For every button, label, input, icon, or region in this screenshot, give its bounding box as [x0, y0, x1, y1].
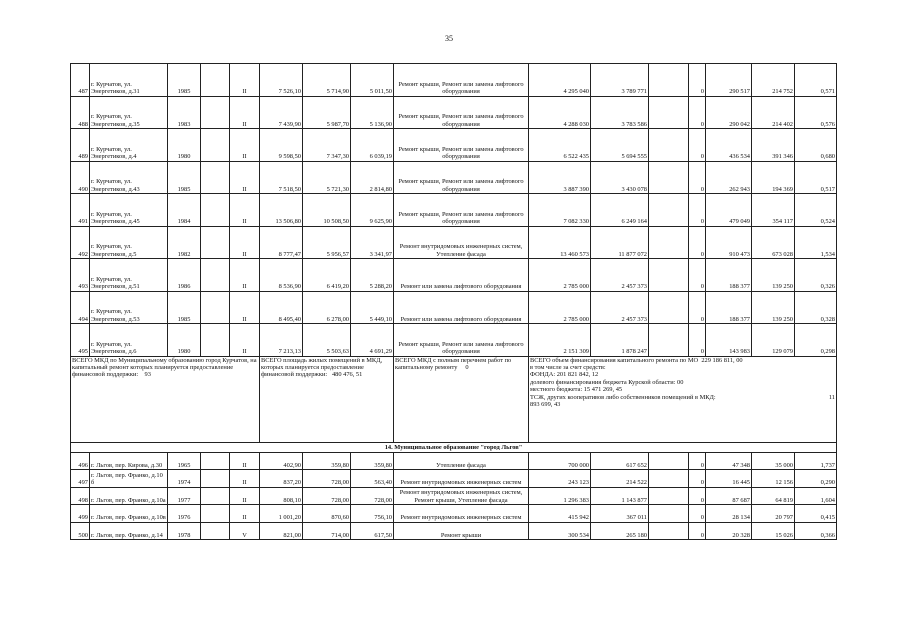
cell-federal-amount: 0	[689, 96, 706, 129]
cell-year-built: 1965	[168, 452, 201, 470]
cell-ratio: 0,328	[795, 291, 837, 324]
cell-address: г. Курчатов, ул. Энергетиков, д.45	[90, 194, 168, 227]
cell-year-built: 1980	[168, 129, 201, 162]
cell-federal-amount: 0	[689, 522, 706, 540]
totals-financing	[529, 356, 837, 442]
cell-federal-amount: 0	[689, 129, 706, 162]
cell-works-list: Ремонт или замена лифтового оборудования	[394, 259, 529, 292]
totals-fin-line: местного бюджета: 15 471 269, 45	[530, 386, 623, 394]
cell-empty-cell	[201, 129, 230, 162]
cell-address: г. Льгов, пер. Франко, д.10в	[90, 505, 168, 523]
totals-fin-line: ФОНДА: 201 821 842, 12	[530, 371, 599, 379]
totals-fin-tsg-value: 893 699, 43	[530, 400, 561, 408]
cell-ratio: 0,576	[795, 96, 837, 129]
cell-works-list: Ремонт крыши	[394, 522, 529, 540]
section-title: 14. Муниципальное образование "город Льгов"	[71, 442, 837, 452]
cell-area-living: 6 419,20	[303, 259, 351, 292]
cell-area-financed: 563,40	[351, 470, 394, 488]
cell-works-list: Ремонт крыши, Ремонт или замена лифтового оборудования	[394, 161, 529, 194]
cell-area-financed: 5 288,20	[351, 259, 394, 292]
cell-federal-amount: 0	[689, 470, 706, 488]
cell-area-total: 8 536,90	[260, 259, 303, 292]
totals-fin-tsg: ТСЖ, других кооперативов либо собственников помещений в МКД:	[530, 393, 716, 401]
cell-area-total: 13 506,80	[260, 194, 303, 227]
cell-area-total: 7 526,10	[260, 64, 303, 97]
cell-ratio: 0,571	[795, 64, 837, 97]
cell-class: II	[230, 161, 260, 194]
section-header-row	[71, 442, 837, 452]
cell-fund-amount: 367 011	[591, 505, 649, 523]
cell-empty-cell	[649, 452, 689, 470]
cell-year-built: 1984	[168, 194, 201, 227]
cell-federal-amount: 0	[689, 452, 706, 470]
cell-municipal-amount: 214 402	[752, 96, 795, 129]
cell-row-number: 492	[71, 226, 90, 259]
cell-year-built: 1985	[168, 64, 201, 97]
cell-row-number: 488	[71, 96, 90, 129]
cell-municipal-amount: 15 026	[752, 522, 795, 540]
cell-empty-cell	[649, 324, 689, 357]
cell-area-living: 10 508,50	[303, 194, 351, 227]
cell-year-built: 1980	[168, 324, 201, 357]
cell-empty-cell	[649, 64, 689, 97]
cell-regional-amount: 290 517	[706, 64, 752, 97]
cell-cost-total: 7 082 330	[529, 194, 591, 227]
totals-fin-value: 229 186 811, 00	[701, 356, 743, 364]
cell-area-financed: 6 039,19	[351, 129, 394, 162]
cell-fund-amount: 2 457 373	[591, 291, 649, 324]
cell-area-financed: 2 814,80	[351, 161, 394, 194]
table-row	[71, 505, 837, 523]
cell-year-built: 1985	[168, 291, 201, 324]
cell-row-number: 491	[71, 194, 90, 227]
cell-fund-amount: 3 783 586	[591, 96, 649, 129]
cell-cost-total: 4 295 040	[529, 64, 591, 97]
cell-year-built: 1983	[168, 96, 201, 129]
cell-regional-amount: 143 983	[706, 324, 752, 357]
cell-area-total: 7 213,13	[260, 324, 303, 357]
table-row	[71, 324, 837, 357]
cell-ratio: 0,415	[795, 505, 837, 523]
cell-area-financed: 359,80	[351, 452, 394, 470]
cell-cost-total: 2 151 309	[529, 324, 591, 357]
cell-empty-cell	[649, 291, 689, 324]
cell-row-number: 496	[71, 452, 90, 470]
cell-area-living: 6 278,00	[303, 291, 351, 324]
cell-area-total: 1 001,20	[260, 505, 303, 523]
cell-empty-cell	[649, 96, 689, 129]
cell-works-list: Ремонт крыши, Ремонт или замена лифтового оборудования	[394, 64, 529, 97]
cell-works-list: Ремонт внутридомовых инженерных систем, Утепление фасада	[394, 226, 529, 259]
cell-area-living: 870,60	[303, 505, 351, 523]
cell-empty-cell	[201, 259, 230, 292]
table-row	[71, 291, 837, 324]
cell-cost-total: 6 522 435	[529, 129, 591, 162]
cell-federal-amount: 0	[689, 161, 706, 194]
cell-area-financed: 3 341,97	[351, 226, 394, 259]
cell-empty-cell	[201, 64, 230, 97]
cell-address: г. Курчатов, ул. Энергетиков, д.43	[90, 161, 168, 194]
cell-address: г. Курчатов, ул. Энергетиков, д.4	[90, 129, 168, 162]
cell-area-financed: 5 136,90	[351, 96, 394, 129]
cell-row-number: 499	[71, 505, 90, 523]
cell-row-number: 487	[71, 64, 90, 97]
cell-municipal-amount: 139 250	[752, 291, 795, 324]
totals-works-value: 0	[465, 363, 469, 371]
cell-regional-amount: 479 049	[706, 194, 752, 227]
cell-empty-cell	[649, 259, 689, 292]
cell-works-list: Ремонт внутридомовых инженерных систем	[394, 470, 529, 488]
cell-area-financed: 5 449,10	[351, 291, 394, 324]
cell-regional-amount: 20 328	[706, 522, 752, 540]
cell-area-living: 714,00	[303, 522, 351, 540]
cell-works-list: Ремонт внутридомовых инженерных систем	[394, 505, 529, 523]
table-row	[71, 194, 837, 227]
cell-regional-amount: 290 042	[706, 96, 752, 129]
cell-class: II	[230, 470, 260, 488]
cell-federal-amount: 0	[689, 226, 706, 259]
cell-fund-amount: 3 430 078	[591, 161, 649, 194]
cell-class: II	[230, 259, 260, 292]
cell-regional-amount: 16 445	[706, 470, 752, 488]
totals-fin-line: в том числе за счет средств:	[530, 363, 606, 371]
cell-class: II	[230, 324, 260, 357]
cell-area-financed: 756,10	[351, 505, 394, 523]
cell-ratio: 1,604	[795, 487, 837, 505]
cell-address: г. Курчатов, ул. Энергетиков, д.53	[90, 291, 168, 324]
cell-empty-cell	[649, 129, 689, 162]
cell-fund-amount: 11 877 072	[591, 226, 649, 259]
cell-ratio: 0,366	[795, 522, 837, 540]
cell-empty-cell	[649, 522, 689, 540]
cell-regional-amount: 910 473	[706, 226, 752, 259]
cell-area-living: 5 714,90	[303, 64, 351, 97]
cell-federal-amount: 0	[689, 64, 706, 97]
cell-area-total: 821,00	[260, 522, 303, 540]
cell-empty-cell	[201, 487, 230, 505]
cell-ratio: 0,524	[795, 194, 837, 227]
cell-area-total: 808,10	[260, 487, 303, 505]
cell-area-living: 359,80	[303, 452, 351, 470]
cell-municipal-amount: 139 250	[752, 259, 795, 292]
cell-address: г. Курчатов, ул. Энергетиков, д.35	[90, 96, 168, 129]
cell-area-financed: 617,50	[351, 522, 394, 540]
cell-empty-cell	[201, 522, 230, 540]
cell-regional-amount: 436 534	[706, 129, 752, 162]
cell-regional-amount: 87 687	[706, 487, 752, 505]
totals-fin-title: ВСЕГО объем финансирования капитального ремонта по МО	[530, 356, 699, 364]
cell-cost-total: 2 785 000	[529, 259, 591, 292]
cell-area-financed: 5 011,50	[351, 64, 394, 97]
cell-area-total: 837,20	[260, 470, 303, 488]
cell-year-built: 1974	[168, 470, 201, 488]
table-row	[71, 259, 837, 292]
totals-area-value: 480 476, 51	[331, 371, 363, 379]
cell-works-list: Ремонт крыши, Ремонт или замена лифтового оборудования	[394, 324, 529, 357]
table-row	[71, 522, 837, 540]
totals-area-label: ВСЕГО площадь жилых помещений в МКД, которых планируется предоставление финансовой поддержки:	[261, 356, 383, 379]
cell-fund-amount: 6 249 164	[591, 194, 649, 227]
cell-cost-total: 13 460 573	[529, 226, 591, 259]
cell-federal-amount: 0	[689, 505, 706, 523]
cell-cost-total: 3 887 390	[529, 161, 591, 194]
cell-municipal-amount: 20 797	[752, 505, 795, 523]
cell-year-built: 1976	[168, 505, 201, 523]
cell-area-financed: 9 625,90	[351, 194, 394, 227]
cell-row-number: 489	[71, 129, 90, 162]
cell-address: г. Курчатов, ул. Энергетиков, д.51	[90, 259, 168, 292]
totals-mkd-label: ВСЕГО МКД по Муниципальному образованию город Курчатов, на капитальный ремонт которых планируется предоставление финансовой поддержки:	[72, 356, 257, 379]
cell-empty-cell	[649, 194, 689, 227]
cell-year-built: 1977	[168, 487, 201, 505]
table-row	[71, 161, 837, 194]
cell-municipal-amount: 64 819	[752, 487, 795, 505]
cell-works-list: Ремонт крыши, Ремонт или замена лифтового оборудования	[394, 194, 529, 227]
cell-address: г. Льгов, пер. Франко, д.10а	[90, 487, 168, 505]
table-row	[71, 452, 837, 470]
cell-municipal-amount: 194 369	[752, 161, 795, 194]
table-row	[71, 96, 837, 129]
cell-federal-amount: 0	[689, 487, 706, 505]
cell-ratio: 0,290	[795, 470, 837, 488]
totals-row	[71, 356, 837, 442]
table-row	[71, 226, 837, 259]
cell-empty-cell	[649, 487, 689, 505]
cell-year-built: 1986	[168, 259, 201, 292]
cell-area-living: 5 503,63	[303, 324, 351, 357]
cell-year-built: 1985	[168, 161, 201, 194]
cell-row-number: 494	[71, 291, 90, 324]
cell-fund-amount: 1 143 877	[591, 487, 649, 505]
cell-area-total: 7 518,50	[260, 161, 303, 194]
cell-municipal-amount: 673 028	[752, 226, 795, 259]
cell-cost-total: 243 123	[529, 470, 591, 488]
cell-class: II	[230, 226, 260, 259]
cell-cost-total: 4 288 030	[529, 96, 591, 129]
cell-area-total: 9 598,50	[260, 129, 303, 162]
cell-municipal-amount: 35 000	[752, 452, 795, 470]
cell-ratio: 0,326	[795, 259, 837, 292]
cell-empty-cell	[201, 96, 230, 129]
cell-area-living: 5 987,70	[303, 96, 351, 129]
cell-fund-amount: 3 789 771	[591, 64, 649, 97]
cell-empty-cell	[201, 161, 230, 194]
cell-federal-amount: 0	[689, 194, 706, 227]
cell-year-built: 1982	[168, 226, 201, 259]
cell-address: г. Курчатов, ул. Энергетиков, д.5	[90, 226, 168, 259]
cell-ratio: 0,298	[795, 324, 837, 357]
cell-fund-amount: 2 457 373	[591, 259, 649, 292]
cell-fund-amount: 1 878 247	[591, 324, 649, 357]
housing-repair-table	[70, 63, 837, 540]
totals-works-label: ВСЕГО МКД с полным перечнем работ по капитальному ремонту	[395, 356, 512, 371]
cell-empty-cell	[201, 505, 230, 523]
cell-municipal-amount: 214 752	[752, 64, 795, 97]
cell-address: г. Льгов, пер. Кирова, д.30	[90, 452, 168, 470]
cell-area-living: 5 721,30	[303, 161, 351, 194]
cell-empty-cell	[201, 226, 230, 259]
cell-area-living: 5 956,57	[303, 226, 351, 259]
cell-area-living: 728,00	[303, 470, 351, 488]
totals-fin-line: долевого финансирования бюджета Курской области: 00	[530, 378, 684, 386]
cell-row-number: 498	[71, 487, 90, 505]
cell-empty-cell	[649, 226, 689, 259]
cell-area-total: 402,90	[260, 452, 303, 470]
cell-class: II	[230, 96, 260, 129]
cell-row-number: 495	[71, 324, 90, 357]
cell-fund-amount: 617 652	[591, 452, 649, 470]
cell-area-total: 8 777,47	[260, 226, 303, 259]
page-number: 35	[445, 34, 453, 43]
cell-class: II	[230, 64, 260, 97]
cell-fund-amount: 265 180	[591, 522, 649, 540]
cell-class: II	[230, 505, 260, 523]
cell-empty-cell	[649, 161, 689, 194]
cell-year-built: 1978	[168, 522, 201, 540]
cell-cost-total: 300 534	[529, 522, 591, 540]
cell-address: г. Курчатов, ул. Энергетиков, д.6	[90, 324, 168, 357]
cell-address: г. Курчатов, ул. Энергетиков, д.31	[90, 64, 168, 97]
cell-empty-cell	[201, 324, 230, 357]
cell-ratio: 0,680	[795, 129, 837, 162]
cell-row-number: 493	[71, 259, 90, 292]
cell-address: г. Льгов, пер. Франко, д.14	[90, 522, 168, 540]
cell-municipal-amount: 391 346	[752, 129, 795, 162]
cell-address: г. Льгов, пер. Франко, д.10 б	[90, 470, 168, 488]
totals-works	[394, 356, 529, 442]
cell-area-total: 8 495,40	[260, 291, 303, 324]
cell-cost-total: 415 942	[529, 505, 591, 523]
cell-municipal-amount: 129 079	[752, 324, 795, 357]
cell-class: II	[230, 129, 260, 162]
cell-federal-amount: 0	[689, 291, 706, 324]
table-row	[71, 470, 837, 488]
cell-regional-amount: 47 348	[706, 452, 752, 470]
cell-area-living: 728,00	[303, 487, 351, 505]
cell-empty-cell	[201, 452, 230, 470]
cell-class: V	[230, 522, 260, 540]
cell-class: II	[230, 487, 260, 505]
totals-fin-tsg-num: 11	[828, 393, 835, 401]
cell-ratio: 0,517	[795, 161, 837, 194]
cell-class: II	[230, 452, 260, 470]
cell-regional-amount: 188 377	[706, 259, 752, 292]
cell-municipal-amount: 354 117	[752, 194, 795, 227]
cell-works-list: Ремонт крыши, Ремонт или замена лифтового оборудования	[394, 96, 529, 129]
cell-area-financed: 4 691,29	[351, 324, 394, 357]
cell-empty-cell	[201, 291, 230, 324]
cell-area-living: 7 347,30	[303, 129, 351, 162]
cell-class: II	[230, 194, 260, 227]
cell-row-number: 497	[71, 470, 90, 488]
totals-mkd-value: 93	[144, 371, 151, 379]
cell-empty-cell	[201, 194, 230, 227]
cell-works-list: Ремонт крыши, Ремонт или замена лифтового оборудования	[394, 129, 529, 162]
cell-row-number: 500	[71, 522, 90, 540]
cell-cost-total: 1 296 383	[529, 487, 591, 505]
cell-area-financed: 728,00	[351, 487, 394, 505]
cell-cost-total: 700 000	[529, 452, 591, 470]
table-row	[71, 64, 837, 97]
cell-cost-total: 2 785 000	[529, 291, 591, 324]
table-row	[71, 129, 837, 162]
cell-works-list: Ремонт внутридомовых инженерных систем, Ремонт крыши, Утепление фасада	[394, 487, 529, 505]
cell-municipal-amount: 12 156	[752, 470, 795, 488]
cell-fund-amount: 5 694 555	[591, 129, 649, 162]
cell-empty-cell	[649, 470, 689, 488]
cell-works-list: Утепление фасада	[394, 452, 529, 470]
cell-ratio: 1,737	[795, 452, 837, 470]
cell-regional-amount: 188 377	[706, 291, 752, 324]
cell-row-number: 490	[71, 161, 90, 194]
cell-empty-cell	[201, 470, 230, 488]
cell-regional-amount: 262 943	[706, 161, 752, 194]
cell-regional-amount: 28 134	[706, 505, 752, 523]
cell-ratio: 1,534	[795, 226, 837, 259]
cell-federal-amount: 0	[689, 259, 706, 292]
totals-mkd	[71, 356, 260, 442]
totals-area	[260, 356, 394, 442]
cell-empty-cell	[649, 505, 689, 523]
cell-federal-amount: 0	[689, 324, 706, 357]
cell-works-list: Ремонт или замена лифтового оборудования	[394, 291, 529, 324]
cell-area-total: 7 439,90	[260, 96, 303, 129]
table-row	[71, 487, 837, 505]
cell-class: II	[230, 291, 260, 324]
cell-fund-amount: 214 522	[591, 470, 649, 488]
